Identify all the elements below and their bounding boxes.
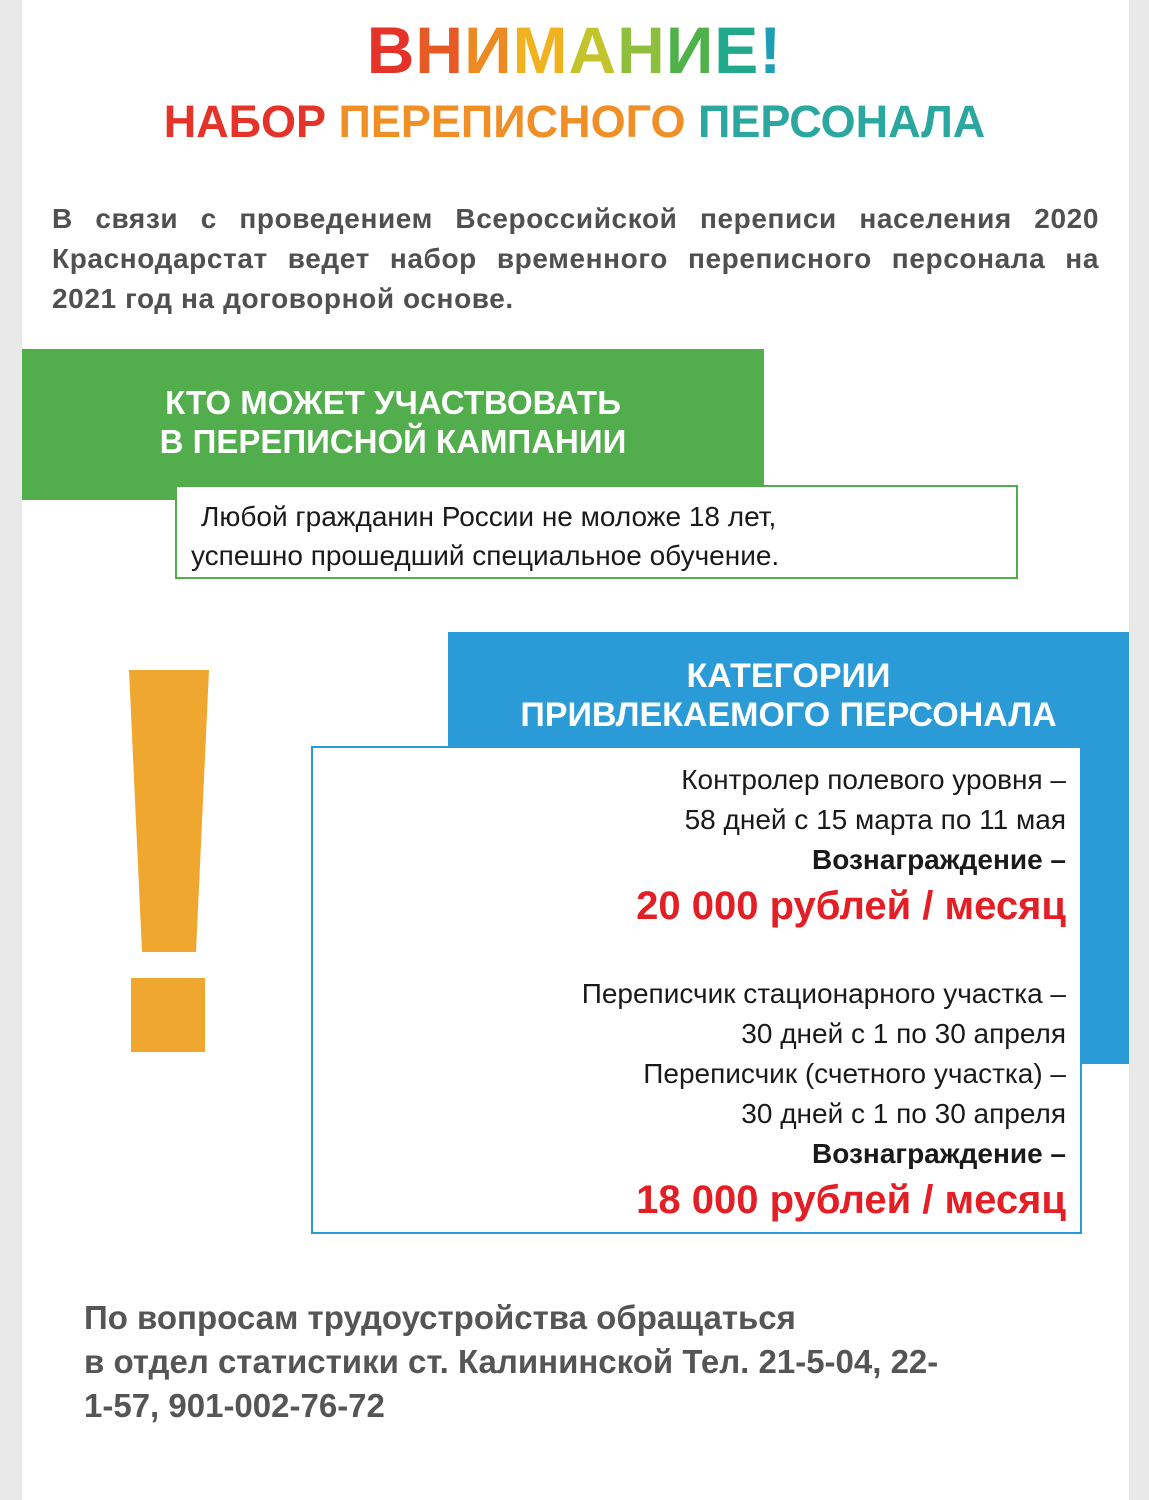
- categories-title-line2: ПРИВЛЕКАЕМОГО ПЕРСОНАЛА: [520, 696, 1057, 734]
- title-letter: И: [665, 13, 715, 87]
- group2-role2: Переписчик (счетного участка) –: [643, 1058, 1066, 1089]
- subtitle-part: ПЕРСОНАЛА: [698, 96, 986, 147]
- group2-reward-label: Вознаграждение –: [812, 1138, 1066, 1169]
- title-letter: А: [568, 13, 618, 87]
- who-header-title: [22, 383, 764, 461]
- title-letter: !: [759, 13, 783, 87]
- group1-reward-label: Вознаграждение –: [812, 844, 1066, 875]
- group1-reward-value: 20 000 рублей / месяц: [636, 884, 1066, 928]
- who-line2: успешно прошедший специальное обучение.: [191, 540, 780, 571]
- exclamation-icon: [129, 670, 209, 952]
- contact-info: [84, 1296, 1064, 1428]
- subtitle-part: НАБОР: [163, 96, 339, 147]
- group2-period1: 30 дней с 1 по 30 апреля: [741, 1018, 1066, 1049]
- intro-paragraph: В связи с проведением Всероссийской переписи населения 2020 Краснодарстат ведет набор временного переписного персонала на 2021 год на договорной основе.: [52, 203, 1099, 314]
- group2-role1: Переписчик стационарного участка –: [581, 978, 1066, 1009]
- subtitle-part: ПЕРЕПИСНОГО: [338, 96, 699, 147]
- exclamation-dot: [131, 978, 205, 1052]
- title-letter: Н: [415, 13, 465, 87]
- title-letter: М: [512, 13, 569, 87]
- title-letter: И: [464, 13, 513, 87]
- page-title: [0, 12, 1149, 88]
- who-title-line2: В ПЕРЕПИСНОЙ КАМПАНИИ: [159, 423, 627, 460]
- page-subtitle: [0, 94, 1149, 150]
- categories-box: [311, 746, 1082, 1234]
- who-title-line1: КТО МОЖЕТ УЧАСТВОВАТЬ: [165, 384, 621, 421]
- group2-period2: 30 дней с 1 по 30 апреля: [741, 1098, 1066, 1129]
- contact-line1: По вопросам трудоустройства обращаться: [84, 1299, 796, 1336]
- group2-reward-value: 18 000 рублей / месяц: [636, 1178, 1066, 1222]
- contact-line3: 1-57, 901-002-76-72: [84, 1387, 385, 1424]
- title-letter: Е: [714, 13, 760, 87]
- title-letter: В: [366, 13, 416, 87]
- who-description-box: [175, 485, 1018, 579]
- group1-period: 58 дней с 15 марта по 11 мая: [684, 804, 1066, 835]
- who-line1: Любой гражданин России не моложе 18 лет,: [201, 501, 777, 532]
- contact-line2: в отдел статистики ст. Калининской Тел. 21-5-04, 22-: [84, 1343, 939, 1380]
- group1-role: Контролер полевого уровня –: [681, 764, 1066, 795]
- exclamation-bar: [129, 670, 209, 952]
- categories-title-line1: КАТЕГОРИИ: [686, 657, 891, 695]
- categories-header-title: [448, 657, 1129, 735]
- title-letter: Н: [617, 13, 666, 87]
